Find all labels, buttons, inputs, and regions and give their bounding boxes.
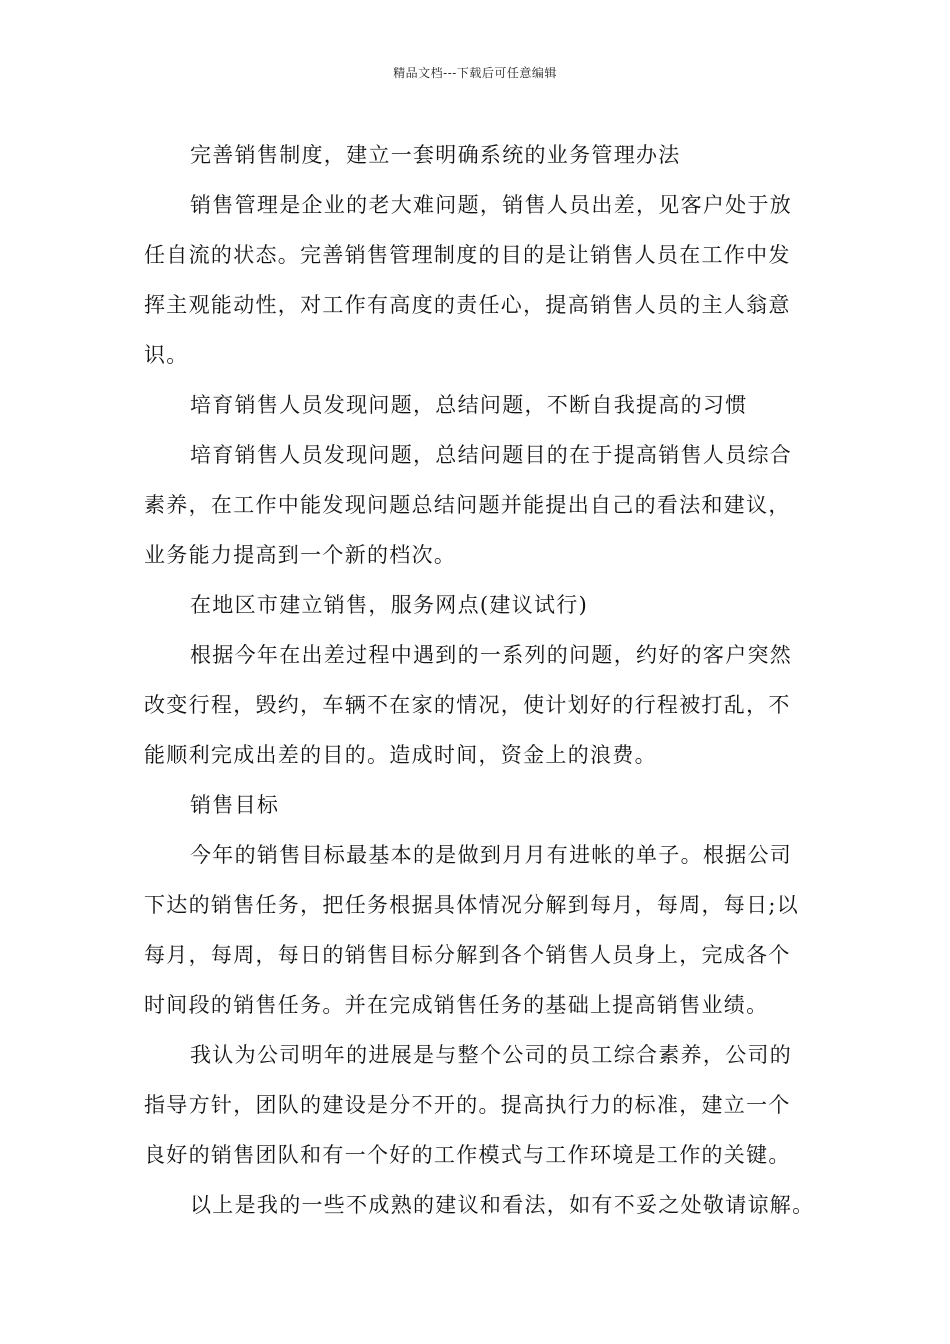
document-body [144, 130, 815, 1230]
paragraph-line: 每月，每周，每日的销售目标分解到各个销售人员身上，完成各个 [144, 943, 791, 967]
paragraph-line: 下达的销售任务，把任务根据具体情况分解到每月，每周，每日;以 [144, 893, 800, 917]
paragraph-line: 业务能力提高到一个新的档次。 [144, 543, 457, 567]
paragraph-line: 根据今年在出差过程中遇到的一系列的问题，约好的客户突然 [190, 643, 793, 667]
paragraph-line: 识。 [144, 343, 189, 367]
paragraph-line: 时间段的销售任务。并在完成销售任务的基础上提高销售业绩。 [144, 993, 769, 1017]
page-header: 精品文档---下载后可任意编辑 [393, 66, 557, 80]
paragraph-line: 素养，在工作中能发现问题总结问题并能提出自己的看法和建议， [144, 493, 791, 517]
heading-sales-target: 销售目标 [190, 793, 280, 817]
paragraph-line: 良好的销售团队和有一个好的工作模式与工作环境是工作的关键。 [144, 1143, 791, 1167]
heading-service-points: 在地区市建立销售，服务网点(建议试行) [190, 593, 589, 617]
paragraph-line: 我认为公司明年的进展是与整个公司的员工综合素养，公司的 [190, 1043, 793, 1067]
paragraph-line: 今年的销售目标最基本的是做到月月有进帐的单子。根据公司 [190, 843, 793, 867]
closing-line: 以上是我的一些不成熟的建议和看法，如有不妥之处敬请谅解。 [190, 1193, 815, 1217]
paragraph-line: 指导方针，团队的建设是分不开的。提高执行力的标准，建立一个 [144, 1093, 791, 1117]
paragraph-line: 任自流的状态。完善销售管理制度的目的是让销售人员在工作中发 [144, 243, 791, 267]
paragraph-line: 改变行程，毁约，车辆不在家的情况，使计划好的行程被打乱，不 [144, 693, 791, 717]
paragraph-line: 培育销售人员发现问题，总结问题目的在于提高销售人员综合 [190, 443, 793, 467]
paragraph-line: 销售管理是企业的老大难问题，销售人员出差，见客户处于放 [190, 193, 793, 217]
heading-sales-system: 完善销售制度，建立一套明确系统的业务管理办法 [190, 143, 681, 167]
paragraph-line: 挥主观能动性，对工作有高度的责任心，提高销售人员的主人翁意 [144, 293, 791, 317]
heading-cultivate-staff: 培育销售人员发现问题，总结问题，不断自我提高的习惯 [190, 393, 748, 417]
paragraph-line: 能顺利完成出差的目的。造成时间，资金上的浪费。 [144, 743, 657, 767]
